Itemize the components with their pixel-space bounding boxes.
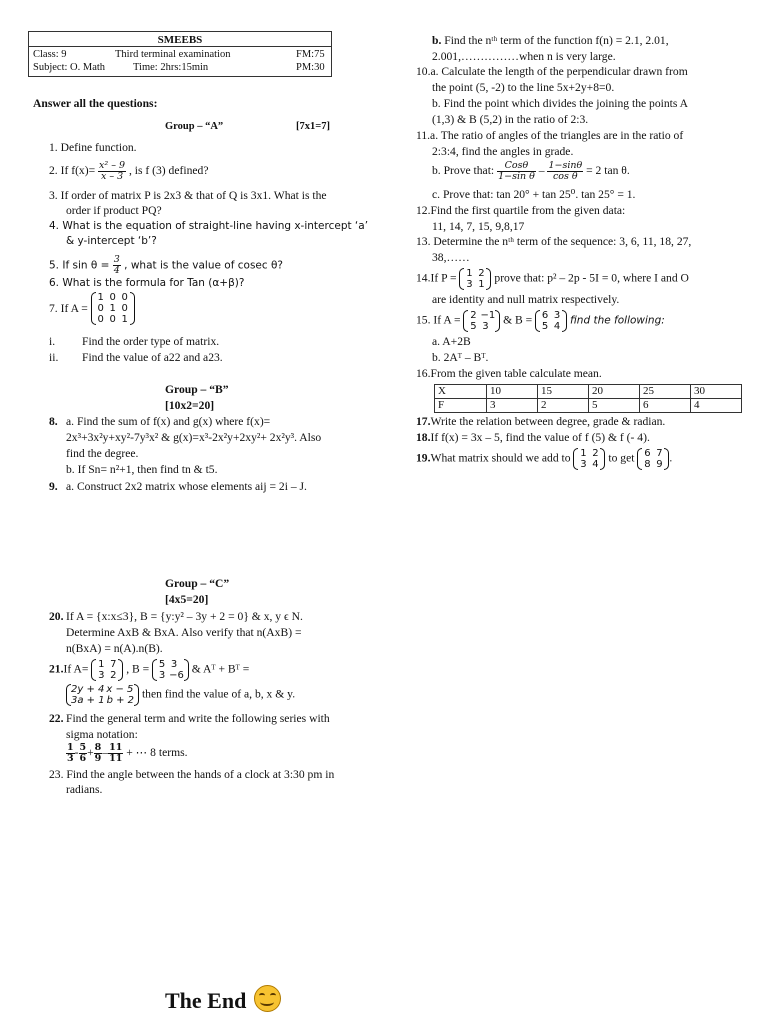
question-20-line3: n(BxA) = n(A).n(B). xyxy=(66,642,163,655)
table-row-x xyxy=(435,385,742,399)
group-c-title: Group – “C” xyxy=(165,577,230,590)
question-7-i-num: i. xyxy=(49,335,56,348)
question-7-ii: Find the value of a22 and a23. xyxy=(82,351,223,364)
question-2: 2. If f(x)= $\frac{\text{x² – 9}}{x - 3}$ , is f (3) defined? xyxy=(49,160,209,182)
question-12-data: 11, 14, 7, 15, 9,8,17 xyxy=(432,220,525,233)
matrix-cell: 2 xyxy=(110,670,117,681)
matrix-cell: 5 xyxy=(158,659,166,670)
matrix-cell: 0 xyxy=(97,314,104,325)
table-cell: 3 xyxy=(487,399,538,413)
question-21-line2: 2y + 4 x − 5 3a + 1 b + 2 then find the value of a, b, x & y. xyxy=(66,684,295,706)
matrix-cell: 4 xyxy=(553,321,561,332)
table-row-f xyxy=(435,399,742,413)
q11-fraction-2: $\frac{1-\sin\theta}{\text{cos θ}}$ xyxy=(548,160,583,182)
matrix-row xyxy=(577,459,601,470)
matrix-row xyxy=(156,670,185,681)
matrix-row xyxy=(70,684,135,695)
matrix-cell: 6 xyxy=(541,310,549,321)
table-header-f: F xyxy=(435,399,487,413)
matrix-row xyxy=(156,659,185,670)
question-11-a: 11.a. The ratio of angles of the triangles are in the ratio of xyxy=(416,129,684,142)
smiley-icon xyxy=(254,985,281,1012)
question-10-a: 10.a. Calculate the length of the perpendicular drawn from xyxy=(416,65,688,78)
matrix-cell: 3 xyxy=(158,670,166,681)
matrix-cell: 8 xyxy=(644,459,651,470)
table-cell: 4 xyxy=(691,399,742,413)
matrix-cell: 1 xyxy=(466,268,473,279)
q2-fraction: $\frac{\text{x² – 9}}{x - 3}$ xyxy=(99,160,126,182)
question-8-line1: a. Find the sum of f(x) and g(x) where f(x)= xyxy=(66,415,271,428)
question-1: 1. Define function. xyxy=(49,141,137,154)
q21-matrix-sum xyxy=(66,684,139,706)
matrix-cell: 3a + 1 xyxy=(71,695,105,706)
matrix-cell: 3 xyxy=(482,321,489,332)
question-8-line3: find the degree. xyxy=(66,447,139,460)
question-13-line2: 38,…… xyxy=(432,251,470,264)
matrix-row xyxy=(95,314,131,325)
table-cell: 5 xyxy=(589,399,640,413)
pass-marks: PM:30 xyxy=(296,62,325,73)
matrix-row xyxy=(467,321,496,332)
question-10-a-line2: the point (5, -2) to the line 5x+2y+8=0. xyxy=(432,81,615,94)
matrix-cell: 0 xyxy=(97,303,104,314)
matrix-row xyxy=(70,695,135,706)
matrix-cell: x − 5 xyxy=(106,684,134,695)
matrix-cell: 1 xyxy=(109,303,116,314)
matrix-row xyxy=(641,459,665,470)
full-marks: FM:75 xyxy=(296,49,325,60)
exam-title: Third terminal examination xyxy=(115,49,231,60)
question-9-num: 9. xyxy=(49,480,58,493)
question-14: 14.If P = 1 2 3 1 prove that: p² – 2p - 5I = 0, where I and O xyxy=(416,268,689,290)
matrix-cell: 0 xyxy=(121,292,128,303)
question-21: 21.If A= 1 7 3 2 , B = 5 3 3 −6 & Aᵀ + Bᵀ = xyxy=(49,659,250,681)
matrix-cell: 5 xyxy=(541,321,549,332)
matrix-cell: 1 xyxy=(121,314,128,325)
matrix-cell: 1 xyxy=(98,659,105,670)
matrix-cell: 7 xyxy=(656,448,663,459)
question-3-line2: order if product PQ? xyxy=(66,204,162,217)
instruction: Answer all the questions: xyxy=(33,97,158,110)
matrix-cell: 0 xyxy=(121,303,128,314)
matrix-cell: 3 xyxy=(98,670,105,681)
question-20-line2: Determine AxB & BxA. Also verify that n(AxB) = xyxy=(66,626,302,639)
matrix-row xyxy=(539,310,563,321)
matrix-cell: 6 xyxy=(644,448,651,459)
question-23-line2: radians. xyxy=(66,783,103,796)
matrix-cell: 0 xyxy=(109,292,116,303)
matrix-cell: 3 xyxy=(580,459,587,470)
question-17: 17.Write the relation between degree, grade & radian. xyxy=(416,415,666,428)
question-13: 13. Determine the nᵗʰ term of the sequence: 3, 6, 11, 18, 27, xyxy=(416,235,692,248)
matrix-cell: 4 xyxy=(592,459,599,470)
question-20-num: 20. xyxy=(49,610,64,623)
table-header-x: X xyxy=(435,385,487,399)
exam-header xyxy=(28,31,332,77)
matrix-cell: 2y + 4 xyxy=(71,684,105,695)
question-7: 7. If A = 1 0 0 0 1 0 0 0 1 xyxy=(49,292,135,325)
question-22-line2: sigma notation: xyxy=(66,728,138,741)
q19-matrix-2 xyxy=(637,448,669,470)
exam-time: Time: 2hrs:15min xyxy=(133,62,209,73)
question-11-a-line2: 2:3:4, find the angles in grade. xyxy=(432,145,574,158)
matrix-cell: 2 xyxy=(478,268,485,279)
table-cell: 2 xyxy=(538,399,589,413)
question-15-a: a. A+2B xyxy=(432,335,471,348)
group-b-title: Group – “B” xyxy=(165,383,229,396)
question-8-b: b. If Sn= n²+1, then find tn & t5. xyxy=(66,463,218,476)
matrix-row xyxy=(641,448,665,459)
table-cell: 6 xyxy=(640,399,691,413)
matrix-cell: 1 xyxy=(97,292,104,303)
matrix-cell: 2 xyxy=(470,310,477,321)
q5-fraction: $\frac{3}{4}$ xyxy=(113,254,120,276)
question-10-b-line2: (1,3) & B (5,2) in the ratio of 2:3. xyxy=(432,113,589,126)
group-c-marks: [4x5=20] xyxy=(165,593,209,606)
question-15-b: b. 2Aᵀ – Bᵀ. xyxy=(432,351,489,364)
question-16: 16.From the given table calculate mean. xyxy=(416,367,602,380)
matrix-row xyxy=(463,268,487,279)
question-14-line2: are identity and null matrix respectively. xyxy=(432,293,620,306)
table-cell: 20 xyxy=(589,385,640,399)
matrix-cell: 5 xyxy=(470,321,477,332)
question-19: 19.What matrix should we add to 1 2 3 4 to get 6 7 8 9 . xyxy=(416,448,673,470)
frequency-table xyxy=(434,384,742,413)
matrix-cell: b + 2 xyxy=(106,695,135,706)
question-15: 15. If A = 2 −1 5 3 & B = 6 3 5 4 find the following: xyxy=(416,310,665,332)
q14-matrix-p xyxy=(459,268,491,290)
matrix-cell: 0 xyxy=(109,314,116,325)
matrix-row xyxy=(467,310,496,321)
school-name: SMEEBS xyxy=(157,34,203,46)
question-11-b: b. Prove that: $\frac{\text{Cosθ}}{\text{1−sin θ}}$ – $\frac{1-\sin\theta}{\text{cos θ}}$ = 2 tan θ. xyxy=(432,160,630,182)
matrix-row xyxy=(95,292,131,303)
matrix-cell: −1 xyxy=(480,310,496,321)
matrix-cell: 3 xyxy=(553,310,561,321)
question-9b-line2: 2.001,……………when n is very large. xyxy=(432,50,616,63)
matrix-cell: 3 xyxy=(466,279,473,290)
matrix-cell: 9 xyxy=(656,459,663,470)
matrix-cell: 3 xyxy=(170,659,178,670)
question-4-line2: & y-intercept ‘b’? xyxy=(66,235,157,247)
q21-matrix-b xyxy=(152,659,189,681)
q21-matrix-a xyxy=(91,659,123,681)
table-cell: 15 xyxy=(538,385,589,399)
question-20-line1: If A = {x:x≤3}, B = {y:y² – 3y + 2 = 0} & x, y ϵ N. xyxy=(66,610,303,623)
question-22-series: $\frac{1}{3}$ - $\frac{5}{6}$ + $\frac{8}{9}$ – $\frac{11}{11}$ + ⋯ 8 terms. xyxy=(67,742,188,764)
group-a-title: Group – “A” xyxy=(165,121,224,132)
matrix-row xyxy=(463,279,487,290)
matrix-row xyxy=(95,659,119,670)
question-8-line2: 2x³+3x²y+xy²-7y³x² & g(x)=x³-2x²y+2xy²+ 2x²y³. Also xyxy=(66,431,322,444)
matrix-cell: 1 xyxy=(580,448,587,459)
table-cell: 10 xyxy=(487,385,538,399)
matrix-row xyxy=(577,448,601,459)
question-5: 5. If sin θ = $\frac{3}{4}$ , what is the value of cosec θ? xyxy=(49,254,283,276)
question-23-line1: 23. Find the angle between the hands of a clock at 3:30 pm in xyxy=(49,768,335,781)
question-6: 6. What is the formula for Tan (α+β)? xyxy=(49,277,245,289)
question-3-line1: 3. If order of matrix P is 2x3 & that of Q is 3x1. What is the xyxy=(49,189,327,202)
question-8-num: 8. xyxy=(49,415,58,428)
matrix-row xyxy=(539,321,563,332)
matrix-row xyxy=(95,303,131,314)
question-9: a. Construct 2x2 matrix whose elements aij = 2i – J. xyxy=(66,480,307,493)
q11-fraction-1: $\frac{\text{Cosθ}}{\text{1−sin θ}}$ xyxy=(498,160,535,182)
matrix-cell: 7 xyxy=(110,659,117,670)
subject-label: Subject: O. Math xyxy=(33,62,106,73)
header-divider xyxy=(29,46,331,47)
question-18: 18.If f(x) = 3x – 5, find the value of f (5) & f (- 4). xyxy=(416,431,650,444)
question-12: 12.Find the first quartile from the given data: xyxy=(416,204,626,217)
table-cell: 30 xyxy=(691,385,742,399)
group-b-marks: [10x2=20] xyxy=(165,399,215,412)
question-10-b: b. Find the point which divides the joining the points A xyxy=(432,97,689,110)
matrix-cell: 2 xyxy=(592,448,599,459)
question-9b-line1: b. Find the nᵗʰ term of the function f(n) = 2.1, 2.01, xyxy=(432,34,669,47)
question-7-ii-num: ii. xyxy=(49,351,59,364)
q19-matrix-1 xyxy=(573,448,605,470)
question-22-num: 22. xyxy=(49,712,64,725)
question-11-c: c. Prove that: tan 20° + tan 25⁰. tan 25° = 1. xyxy=(432,188,636,201)
class-label: Class: 9 xyxy=(33,49,67,60)
group-a-marks: [7x1=7] xyxy=(296,121,330,132)
q15-matrix-b xyxy=(535,310,567,332)
table-cell: 25 xyxy=(640,385,691,399)
matrix-cell: −6 xyxy=(169,670,184,681)
question-22-line1: Find the general term and write the following series with xyxy=(66,712,330,725)
question-7-i: Find the order type of matrix. xyxy=(82,335,220,348)
q7-matrix xyxy=(91,292,135,325)
question-4-line1: 4. What is the equation of straight-line having x-intercept ‘a’ xyxy=(49,220,369,232)
the-end: The End xyxy=(165,985,281,1014)
matrix-row xyxy=(95,670,119,681)
matrix-cell: 1 xyxy=(478,279,485,290)
q15-matrix-a xyxy=(463,310,500,332)
